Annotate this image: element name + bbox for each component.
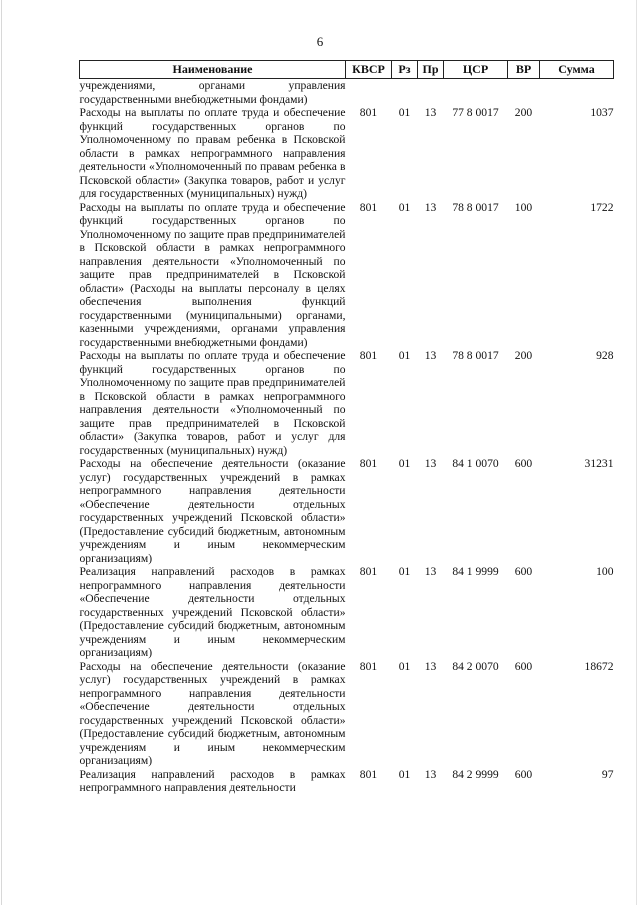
row-kvsr: 801 (359, 200, 378, 214)
row-name: Расходы на выплаты по оплате труда и обеспечение функций государственных органов по Уполномоченному по правам ребенка в Псковской области в рамках непрограммного направления деятельности «Уполномоченный по правам ребенка в Псковской области» (Закупка товаров, работ и услуг для государственных (муниципальных) нужд) (79, 106, 346, 200)
row-pr: 13 (424, 349, 437, 362)
row-csr: 84 1 0070 (452, 457, 499, 470)
row-sum: 97 (601, 767, 614, 781)
table-row (80, 349, 614, 457)
row-csr: 77 8 0017 (452, 106, 499, 119)
row-kvsr: 801 (359, 659, 378, 673)
row-csr: 84 1 9999 (452, 565, 499, 578)
scan-edge-right (636, 0, 637, 905)
row-pr (418, 79, 444, 107)
scan-edge-left (1, 0, 2, 905)
row-sum: 31231 (584, 457, 614, 470)
row-name: учреждениями, органами управления государственными внебюджетными фондами) (79, 79, 346, 106)
row-pr: 13 (424, 659, 437, 673)
row-sum: 100 (596, 565, 614, 578)
table-header-row (80, 61, 614, 79)
row-vr: 600 (514, 767, 533, 781)
row-vr: 600 (514, 565, 533, 578)
header-sum: Сумма (540, 61, 614, 79)
row-name: Реализация направлений расходов в рамках непрограммного направления деятельности (79, 767, 346, 794)
row-pr: 13 (424, 457, 437, 470)
row-vr: 200 (514, 106, 533, 119)
table-row (80, 457, 614, 565)
header-pr: Пр (418, 61, 444, 79)
table-row (80, 201, 614, 350)
header-rz: Рз (392, 61, 418, 79)
row-pr: 13 (424, 200, 437, 214)
row-rz: 01 (398, 349, 411, 362)
header-name: Наименование (80, 61, 346, 79)
header-csr: ЦСР (444, 61, 508, 79)
row-name: Реализация направлений расходов в рамках непрограммного направления деятельности «Обеспечение деятельности отдельных государственных учреждений Псковской области» (Предоставление субсидий бюджетным, автономным учреждениям и иным некоммерческим организациям) (79, 565, 346, 659)
table-row (80, 79, 614, 107)
row-sum (540, 79, 614, 107)
row-csr: 78 8 0017 (452, 200, 499, 214)
row-csr (444, 79, 508, 107)
row-name: Расходы на выплаты по оплате труда и обеспечение функций государственных органов по Уполномоченному по защите прав предпринимателей в Псковской области в рамках непрограммного направления деятельности «Уполномоченный по защите прав предпринимателей в Псковской области» (Расходы на выплаты персоналу в целях обеспечения выполнения функций государственными (муниципальными) органами, казенными учреждениями, органами управления государственными внебюджетными фондами) (79, 200, 346, 349)
table-row (80, 106, 614, 201)
row-rz: 01 (398, 659, 411, 673)
row-rz (392, 79, 418, 107)
row-vr (508, 79, 540, 107)
row-csr: 84 2 9999 (452, 767, 499, 781)
row-kvsr: 801 (359, 565, 378, 578)
row-sum: 1722 (590, 200, 614, 214)
table-row (80, 660, 614, 768)
row-vr: 600 (514, 457, 533, 470)
row-vr: 600 (514, 659, 533, 673)
row-vr: 100 (514, 200, 533, 214)
row-sum: 18672 (584, 659, 614, 673)
row-sum: 928 (596, 349, 614, 362)
row-name: Расходы на обеспечение деятельности (оказание услуг) государственных учреждений в рамках непрограммного направления деятельности «Обеспечение деятельности отдельных государственных учреждений Псковской области» (Предоставление субсидий бюджетным, автономным учреждениям и иным некоммерческим организациям) (79, 457, 346, 565)
row-rz: 01 (398, 200, 411, 214)
header-kvsr: КВСР (346, 61, 392, 79)
budget-table (79, 60, 614, 795)
row-rz: 01 (398, 767, 411, 781)
table-row (80, 768, 614, 795)
table-row (80, 565, 614, 660)
row-csr: 84 2 0070 (452, 659, 499, 673)
row-pr: 13 (424, 106, 437, 119)
row-sum: 1037 (590, 106, 614, 119)
row-kvsr: 801 (359, 767, 378, 781)
row-name: Расходы на выплаты по оплате труда и обеспечение функций государственных органов по Уполномоченному по защите прав предпринимателей в Псковской области в рамках непрограммного направления деятельности «Уполномоченный по защите прав предпринимателей в Псковской области» (Закупка товаров, работ и услуг для государственных (муниципальных) нужд) (79, 349, 346, 457)
row-csr: 78 8 0017 (452, 349, 499, 362)
row-kvsr: 801 (359, 349, 378, 362)
row-name: Расходы на обеспечение деятельности (оказание услуг) государственных учреждений в рамках непрограммного направления деятельности «Обеспечение деятельности отдельных государственных учреждений Псковской области» (Предоставление субсидий бюджетным, автономным учреждениям и иным некоммерческим организациям) (79, 659, 346, 767)
header-vr: ВР (508, 61, 540, 79)
row-pr: 13 (424, 565, 437, 578)
row-kvsr: 801 (359, 106, 378, 119)
row-kvsr: 801 (359, 457, 378, 470)
row-pr: 13 (424, 767, 437, 781)
row-kvsr (346, 79, 392, 107)
page-number: 6 (316, 34, 324, 49)
row-rz: 01 (398, 457, 411, 470)
row-rz: 01 (398, 106, 411, 119)
row-rz: 01 (398, 565, 411, 578)
row-vr: 200 (514, 349, 533, 362)
